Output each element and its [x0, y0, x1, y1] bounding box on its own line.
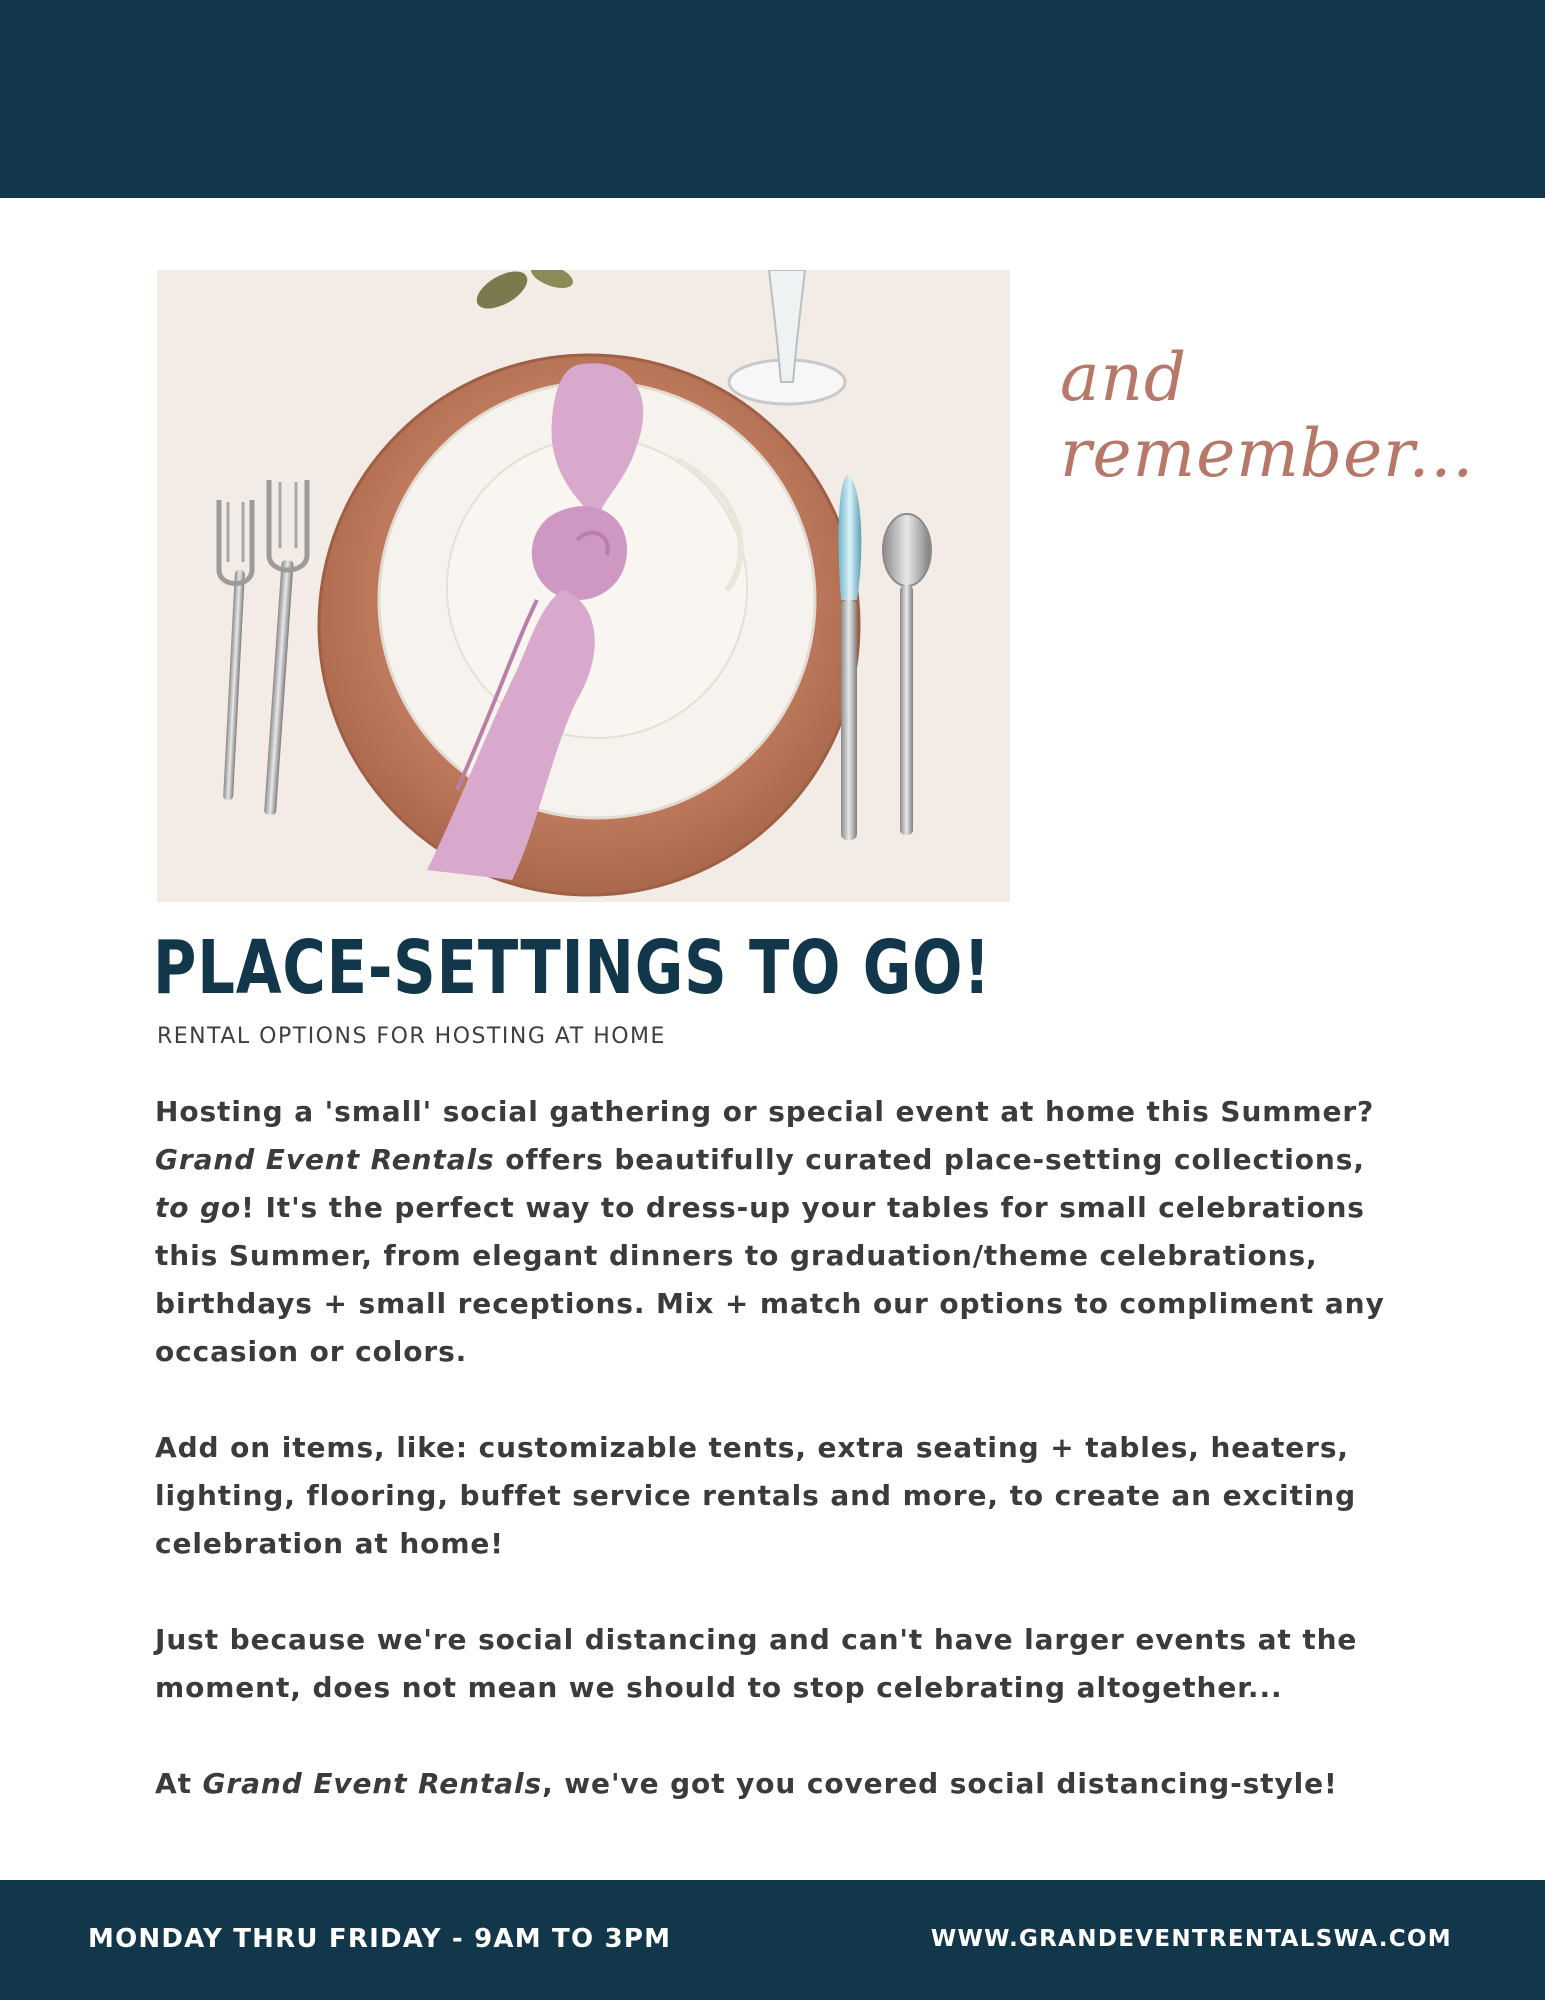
p4-company-name: Grand Event Rentals [202, 1767, 543, 1800]
tagline [1060, 340, 1520, 492]
place-setting-photo [157, 270, 1010, 902]
header-band [0, 0, 1545, 198]
headline: PLACE-SETTINGS TO GO! [153, 925, 992, 1011]
p1-text-c: offers beautifully curated place-setting collections, [494, 1143, 1365, 1176]
p4-text-a: At [155, 1767, 203, 1800]
tagline-line-2: remember... [1060, 415, 1475, 492]
body-paragraph-3: Just because we're social distancing and can't have larger events at the moment, does not mean we should to stop celebrating altogether... [155, 1623, 1358, 1704]
footer-website-link[interactable]: WWW.GRANDEVENTRENTALSWA.COM [930, 1926, 1452, 1952]
p4-text-c: , we've got you covered social distancing-style! [542, 1767, 1338, 1800]
p1-text-e: ! It's the perfect way to dress-up your tables for small celebrations this Summer, from elegant dinners to graduation/theme celebrations, birthdays + small receptions. Mix + match our options to compliment any occasion or colors. [155, 1191, 1385, 1368]
p1-company-name: Grand Event Rentals [155, 1143, 495, 1176]
body-paragraph-1 [155, 1088, 1400, 1376]
p1-text-a: Hosting a 'small' social gathering or special event at home this Summer? [155, 1095, 1375, 1128]
body-text [155, 1088, 1400, 1808]
tagline-line-1: and [1060, 339, 1188, 416]
subheadline: RENTAL OPTIONS FOR HOSTING AT HOME [157, 1024, 666, 1049]
footer-hours: MONDAY THRU FRIDAY - 9AM TO 3PM [88, 1924, 672, 1954]
body-paragraph-4 [155, 1760, 1400, 1808]
body-paragraph-2: Add on items, like: customizable tents, extra seating + tables, heaters, lighting, flooring, buffet service rentals and more, to create an exciting celebration at home! [155, 1431, 1357, 1560]
p1-to-go: to go [155, 1191, 242, 1224]
